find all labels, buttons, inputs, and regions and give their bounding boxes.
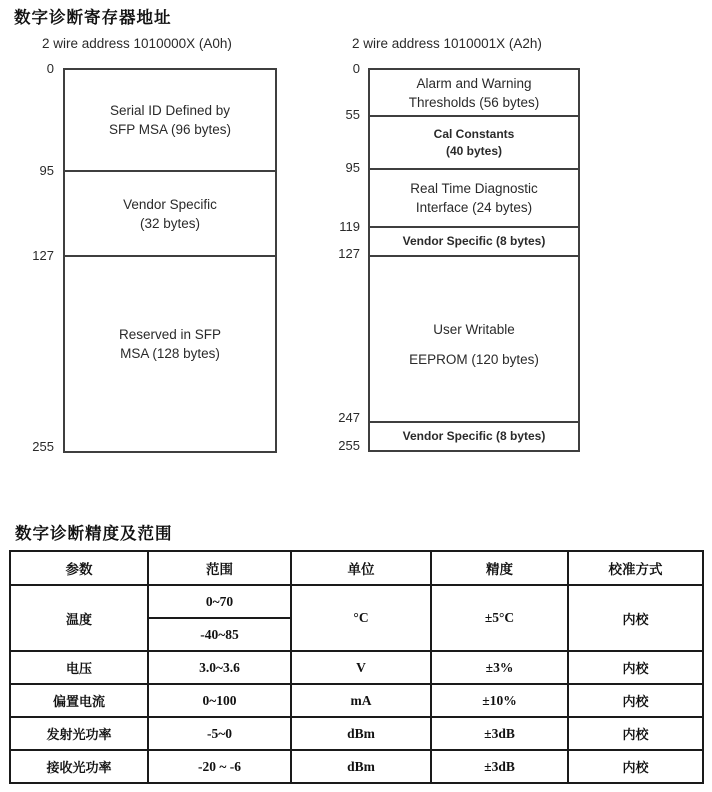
col-header-accuracy: 精度: [431, 551, 568, 585]
a2h-memory-map: [368, 68, 580, 452]
table-row: [10, 651, 703, 684]
unit-cell: dBm: [291, 750, 431, 783]
accuracy-cell: ±3%: [431, 651, 568, 684]
table-header-row: [10, 551, 703, 585]
a2h-offset-119: 119: [339, 219, 360, 234]
a0h-memory-map: [63, 68, 277, 453]
a2h-section-vendor-specific-1: [370, 228, 578, 257]
section-text: User Writable: [433, 322, 515, 337]
unit-cell: V: [291, 651, 431, 684]
range-cell: -20 ~ -6: [148, 750, 291, 783]
accuracy-range-table: [9, 550, 704, 784]
section-text: Real Time Diagnostic: [410, 181, 538, 196]
a2h-offset-55: 55: [345, 107, 360, 122]
a2h-section-vendor-specific-2: [370, 423, 578, 450]
a2h-section-user-eeprom: [370, 257, 578, 423]
accuracy-cell: ±3dB: [431, 717, 568, 750]
a0h-offset-127: 127: [32, 248, 54, 263]
section-text: MSA (128 bytes): [120, 346, 220, 361]
accuracy-cell: ±10%: [431, 684, 568, 717]
section-text: Serial ID Defined by: [109, 103, 231, 118]
section-text: Reserved in SFP: [118, 327, 222, 342]
accuracy-table-title: 数字诊断精度及范围: [15, 525, 173, 543]
cal-cell: 内校: [568, 585, 703, 651]
col-header-range: 范围: [148, 551, 291, 585]
col-header-calibration: 校准方式: [568, 551, 703, 585]
section-text: (32 bytes): [139, 215, 201, 231]
param-cell: 偏置电流: [10, 684, 148, 717]
a0h-address-header: 2 wire address 1010000X (A0h): [42, 36, 232, 51]
param-cell: 接收光功率: [10, 750, 148, 783]
unit-cell: mA: [291, 684, 431, 717]
a0h-offset-95: 95: [39, 163, 54, 178]
unit-cell: °C: [291, 585, 431, 651]
col-header-parameter: 参数: [10, 551, 148, 585]
accuracy-cell: ±3dB: [431, 750, 568, 783]
register-map-title: 数字诊断寄存器地址: [14, 9, 172, 27]
a0h-offset-255: 255: [32, 439, 54, 454]
a2h-address-header: 2 wire address 1010001X (A2h): [352, 36, 542, 51]
a0h-offset-0: 0: [46, 61, 54, 76]
range-cell: 0~70: [148, 585, 291, 618]
a2h-offset-0: 0: [352, 61, 360, 76]
section-text: Vendor Specific (8 bytes): [402, 429, 546, 443]
a2h-section-thresholds: [370, 70, 578, 117]
section-text: Cal Constants: [433, 126, 515, 141]
table-row: [10, 717, 703, 750]
section-text: Alarm and Warning: [416, 75, 532, 91]
cal-cell: 内校: [568, 684, 703, 717]
range-cell: 0~100: [148, 684, 291, 717]
range-cell: -40~85: [148, 618, 291, 651]
section-text: Vendor Specific (8 bytes): [402, 234, 546, 248]
range-cell: -5~0: [148, 717, 291, 750]
table-row: [10, 750, 703, 783]
param-cell: 温度: [10, 585, 148, 651]
cal-cell: 内校: [568, 750, 703, 783]
section-text: EEPROM (120 bytes): [409, 352, 539, 367]
param-cell: 发射光功率: [10, 717, 148, 750]
a2h-offset-95: 95: [345, 160, 360, 175]
cal-cell: 内校: [568, 651, 703, 684]
a0h-section-serial-id: [65, 70, 275, 172]
section-text: Interface (24 bytes): [415, 200, 533, 215]
range-cell: 3.0~3.6: [148, 651, 291, 684]
a2h-offset-247: 247: [338, 410, 360, 425]
a2h-offset-127: 127: [338, 246, 360, 261]
cal-cell: 内校: [568, 717, 703, 750]
a2h-offset-255: 255: [338, 438, 360, 453]
accuracy-cell: ±5°C: [431, 585, 568, 651]
section-text: Vendor Specific: [123, 196, 217, 212]
unit-cell: dBm: [291, 717, 431, 750]
section-text: (40 bytes): [445, 143, 503, 158]
a2h-section-cal-constants: [370, 117, 578, 170]
a0h-section-reserved: [65, 257, 275, 451]
table-row: [10, 684, 703, 717]
table-row: [10, 585, 703, 618]
a0h-section-vendor-specific: [65, 172, 275, 257]
section-text: Thresholds (56 bytes): [408, 94, 540, 110]
a2h-section-realtime-diagnostic: [370, 170, 578, 228]
section-text: SFP MSA (96 bytes): [108, 122, 232, 137]
col-header-unit: 单位: [291, 551, 431, 585]
param-cell: 电压: [10, 651, 148, 684]
